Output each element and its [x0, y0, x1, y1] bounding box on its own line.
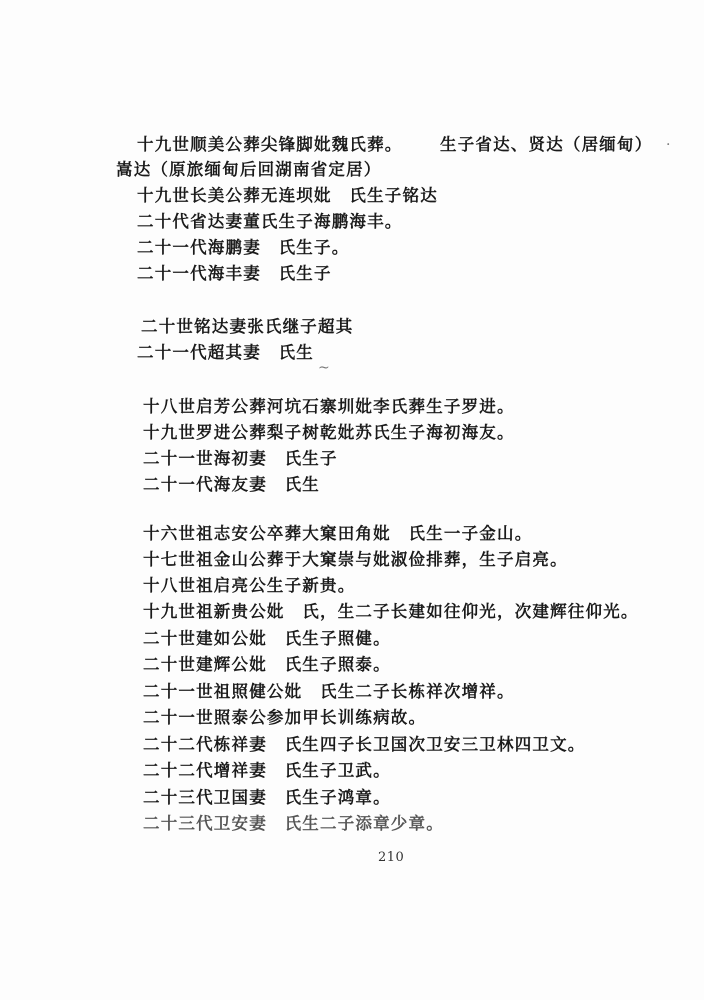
- genealogy-line-15: 十八世祖启亮公生子新贵。: [143, 576, 356, 595]
- genealogy-line-17: 二十世建如公妣 氏生子照健。: [143, 629, 391, 648]
- page-number: 210: [378, 850, 405, 865]
- stray-dot-mark: ·: [666, 137, 671, 153]
- genealogy-line-4: 二十代省达妻董氏生子海鹏海丰。: [137, 212, 403, 231]
- genealogy-line-12: 二十一代海友妻 氏生: [143, 475, 320, 494]
- genealogy-line-16: 十九世祖新贵公妣 氏，生二子长建如往仰光，次建辉往仰光。: [143, 602, 639, 621]
- genealogy-line-1a: 十九世顺美公葬尖锋脚妣魏氏葬。: [137, 135, 403, 154]
- genealogy-line-20: 二十一世照泰公参加甲长训练病故。: [143, 708, 427, 727]
- genealogy-line-8: 二十一代超其妻 氏生: [137, 343, 314, 362]
- genealogy-line-11: 二十一世海初妻 氏生子: [143, 449, 338, 468]
- genealogy-line-9: 十八世启芳公葬河坑石寨圳妣李氏葬生子罗进。: [143, 397, 515, 416]
- genealogy-line-3: 十九世长美公葬无连坝妣 氏生子铭达: [137, 186, 438, 205]
- genealogy-line-13: 十六世祖志安公卒葬大窠田角妣 氏生一子金山。: [143, 524, 533, 543]
- genealogy-line-6: 二十一代海丰妻 氏生子: [137, 264, 332, 283]
- genealogy-line-21: 二十二代栋祥妻 氏生四子长卫国次卫安三卫林四卫文。: [143, 735, 586, 754]
- genealogy-line-14: 十七世祖金山公葬于大窠崇与妣淑俭排葬，生子启亮。: [143, 550, 568, 569]
- genealogy-line-22: 二十二代增祥妻 氏生子卫武。: [143, 761, 391, 780]
- genealogy-line-24: 二十三代卫安妻 氏生二子添章少章。: [143, 814, 444, 833]
- genealogy-line-10: 十九世罗进公葬梨子树乾妣苏氏生子海初海友。: [143, 423, 515, 442]
- genealogy-line-1b: 生子省达、贤达（居缅甸）: [440, 135, 653, 154]
- genealogy-line-7: 二十世铭达妻张氏继子超其: [141, 317, 354, 336]
- stray-dash-mark: ~: [318, 360, 330, 376]
- genealogy-line-2: 嵩达（原旅缅甸后回湖南省定居）: [116, 160, 382, 179]
- genealogy-line-5: 二十一代海鹏妻 氏生子。: [137, 238, 350, 257]
- genealogy-line-18: 二十世建辉公妣 氏生子照泰。: [143, 655, 391, 674]
- genealogy-line-23: 二十三代卫国妻 氏生子鸿章。: [143, 788, 391, 807]
- genealogy-line-19: 二十一世祖照健公妣 氏生二子长栋祥次增祥。: [143, 682, 515, 701]
